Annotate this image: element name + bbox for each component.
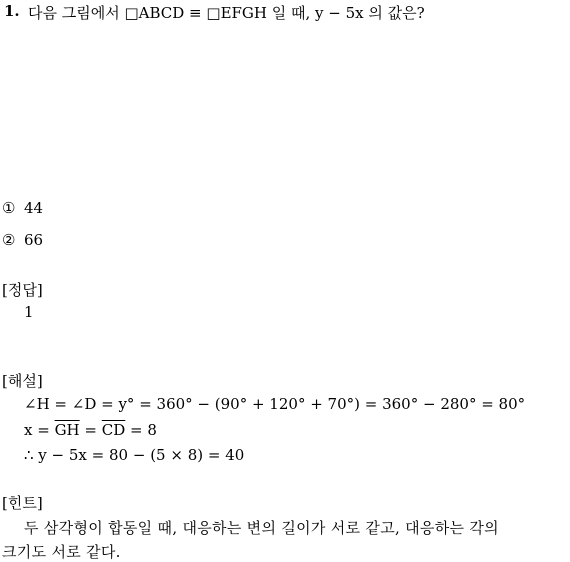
choice-value: 66 xyxy=(24,231,44,249)
question-number: 1. xyxy=(4,2,20,20)
explanation-line-2-prefix: x = xyxy=(24,421,55,439)
hint-header: [힌트] xyxy=(2,494,43,512)
question-text: 다음 그림에서 □ABCD ≡ □EFGH 일 때, y − 5x 의 값은? xyxy=(28,4,425,22)
choice-marker: ② xyxy=(2,231,16,249)
explanation-line-2-eq: = xyxy=(79,421,102,439)
segment-cd: $\overline{CD}$ xyxy=(101,421,126,439)
segment-gh: $\overline{GH}$ xyxy=(54,421,80,439)
explanation-line-3: ∴ y − 5x = 80 − (5 × 8) = 40 xyxy=(24,446,245,464)
answer-header: [정답] xyxy=(2,281,43,299)
explanation-line-2 xyxy=(24,421,157,439)
choice-marker: ① xyxy=(2,199,16,217)
explanation-line-1: ∠H = ∠D = y° = 360° − (90° + 120° + 70°) = 360° − 280° = 80° xyxy=(24,395,526,413)
explanation-header: [해설] xyxy=(2,372,43,390)
hint-line-1: 두 삼각형이 합동일 때, 대응하는 변의 길이가 서로 같고, 대응하는 각의 xyxy=(24,519,499,537)
answer-value: 1 xyxy=(24,303,34,321)
hint-line-2: 크기도 서로 같다. xyxy=(2,543,121,561)
explanation-line-2-suffix: = 8 xyxy=(125,421,157,439)
figure-area xyxy=(0,28,570,193)
choice-value: 44 xyxy=(24,199,44,217)
